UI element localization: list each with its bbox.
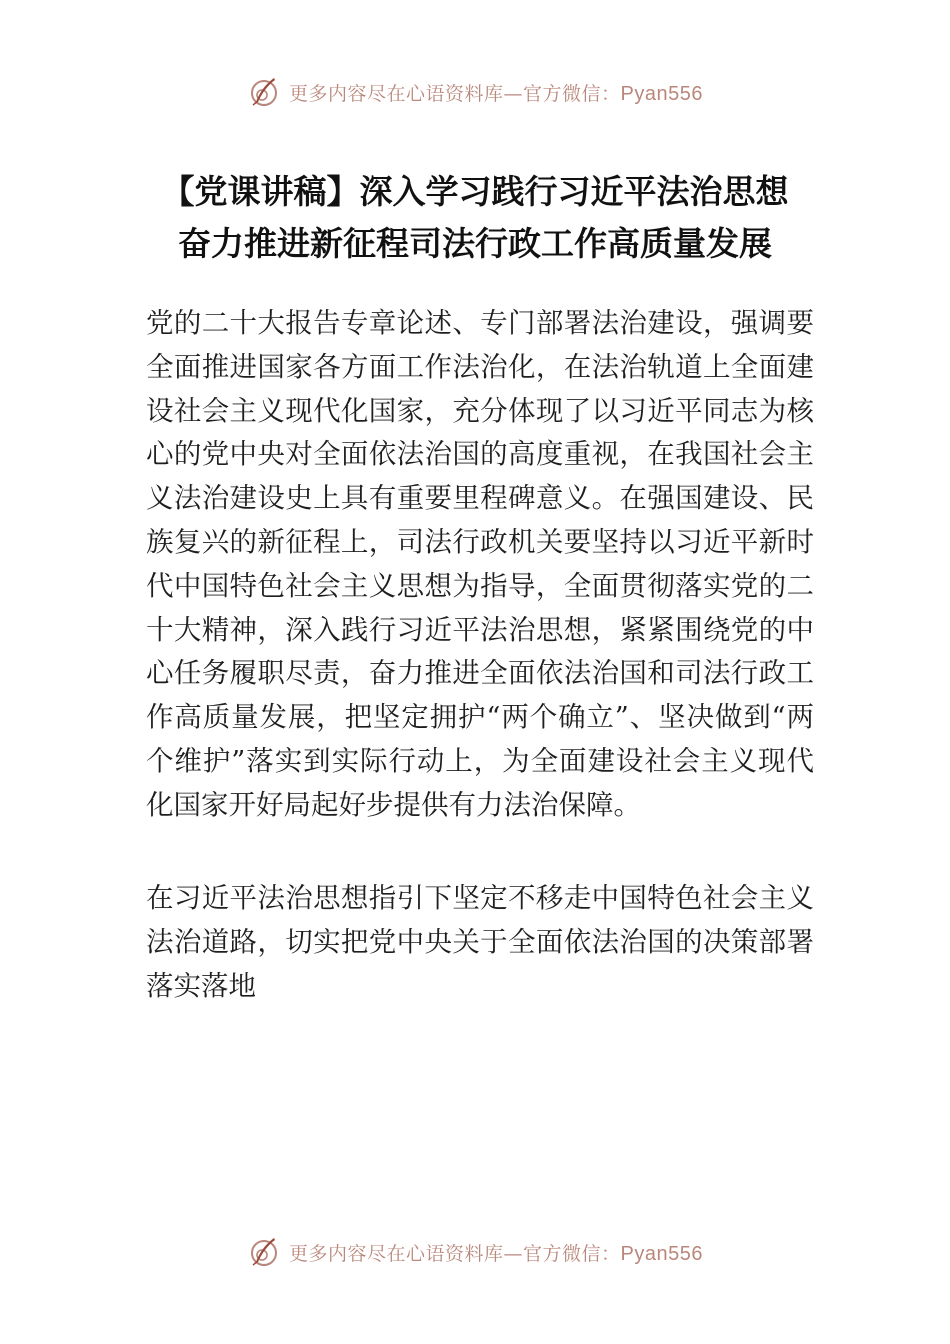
paragraph-2: 在习近平法治思想指引下坚定不移走中国特色社会主义法治道路，切实把党中央关于全面依法治国的决策部署落实落地 bbox=[146, 882, 814, 1002]
document-title bbox=[100, 166, 850, 270]
footer-banner bbox=[0, 1232, 950, 1272]
wechat-id: Pyan556 bbox=[620, 1242, 703, 1265]
banner-text: 更多内容尽在心语资料库—官方微信：Pyan556 bbox=[289, 1242, 703, 1265]
title-line-2: 奋力推进新征程司法行政工作高质量发展 bbox=[178, 224, 772, 263]
paragraph-1: 党的二十大报告专章论述、专门部署法治建设，强调要全面推进国家各方面工作法治化，在法治轨道上全面建设社会主义现代化国家，充分体现了以习近平同志为核心的党中央对全面依法治国的高度重视，在我国社会主义法治建设史上具有重要里程碑意义。在强国建设、民族复兴的新征程上，司法行政机关要坚持以习近平新时代中国特色社会主义思想为指导，全面贯彻落实党的二十大精神，深入践行习近平法治思想，紧紧围绕党的中心任务履职尽责，奋力推进全面依法治国和司法行政工作高质量发展，把坚定拥护“两个确立”、坚决做到“两个维护”落实到实际行动上，为全面建设社会主义现代化国家开好局起好步提供有力法治保障。 bbox=[146, 307, 814, 821]
quill-logo-icon bbox=[247, 1235, 281, 1269]
quill-logo-icon bbox=[247, 75, 281, 109]
wechat-id: Pyan556 bbox=[620, 82, 703, 105]
title-line-1: 【党课讲稿】深入学习践行习近平法治思想 bbox=[161, 172, 789, 211]
banner-text: 更多内容尽在心语资料库—官方微信：Pyan556 bbox=[289, 82, 703, 105]
header-banner bbox=[0, 72, 950, 112]
